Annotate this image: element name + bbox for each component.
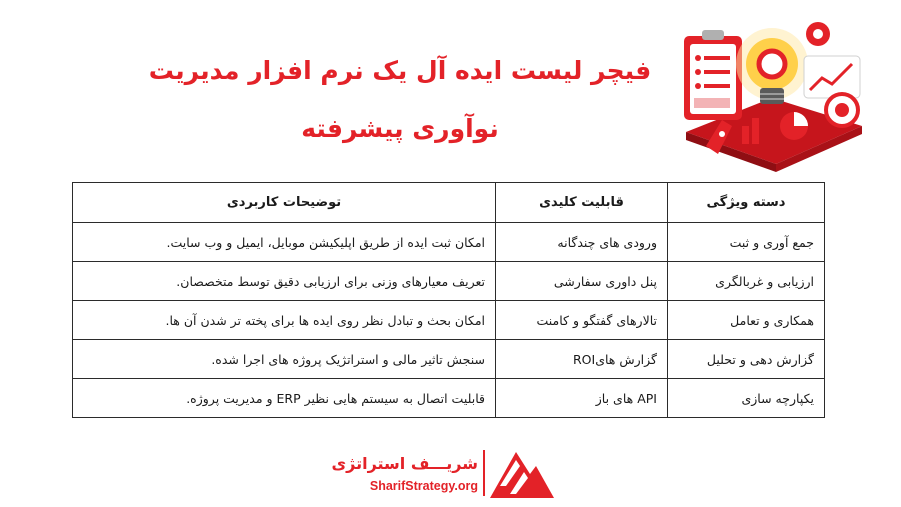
cell-description: تعریف معیارهای وزنی برای ارزیابی دقیق توسط متخصصان. [73,262,496,301]
table-row [73,340,825,379]
brand-logo[interactable] [331,442,560,502]
cell-description: امکان بحث و تبادل نظر روی ایده ها برای پخته تر شدن آن ها. [73,301,496,340]
table-row [73,301,825,340]
cell-capability: API های باز [496,379,668,418]
cell-description: سنجش تاثیر مالی و استراتژیک پروژه های اجرا شده. [73,340,496,379]
header-description: توضیحات کاربردی [73,183,496,223]
page-title-line-1: فیچر لیست ایده آل یک نرم افزار مدیریت [148,56,652,85]
cell-category: جمع آوری و ثبت [668,223,825,262]
cell-description: قابلیت اتصال به سیستم هایی نظیر ERP و مدیریت پروژه. [73,379,496,418]
cell-capability: پنل داوری سفارشی [496,262,668,301]
mountain-logo-icon [486,444,556,500]
feature-table [72,182,825,418]
header-category: دسته ویژگی [668,183,825,223]
page-title-line-2: نوآوری پیشرفته [301,114,499,143]
cell-category: یکپارچه سازی [668,379,825,418]
cell-capability: ورودی های چندگانه [496,223,668,262]
table-row [73,379,825,418]
header-capability: قابلیت کلیدی [496,183,668,223]
gear-icon [759,51,785,77]
table-row [73,262,825,301]
cell-description: امکان ثبت ایده از طریق اپلیکیشن موبایل، ایمیل و وب سایت. [73,223,496,262]
cell-category: همکاری و تعامل [668,301,825,340]
innovation-illustration [676,14,868,172]
table-header-row [73,183,825,223]
cell-category: ارزیابی و غربالگری [668,262,825,301]
chart-board-icon [804,56,860,98]
cell-category: گزارش دهی و تحلیل [668,340,825,379]
cell-capability: گزارش هایROI [496,340,668,379]
brand-name: شریـــف استراتژی [331,454,478,473]
brand-divider [483,450,485,496]
cell-capability: تالارهای گفتگو و کامنت [496,301,668,340]
bar-chart-icon [742,126,749,144]
table-row [73,223,825,262]
brand-url: SharifStrategy.org [369,479,478,493]
